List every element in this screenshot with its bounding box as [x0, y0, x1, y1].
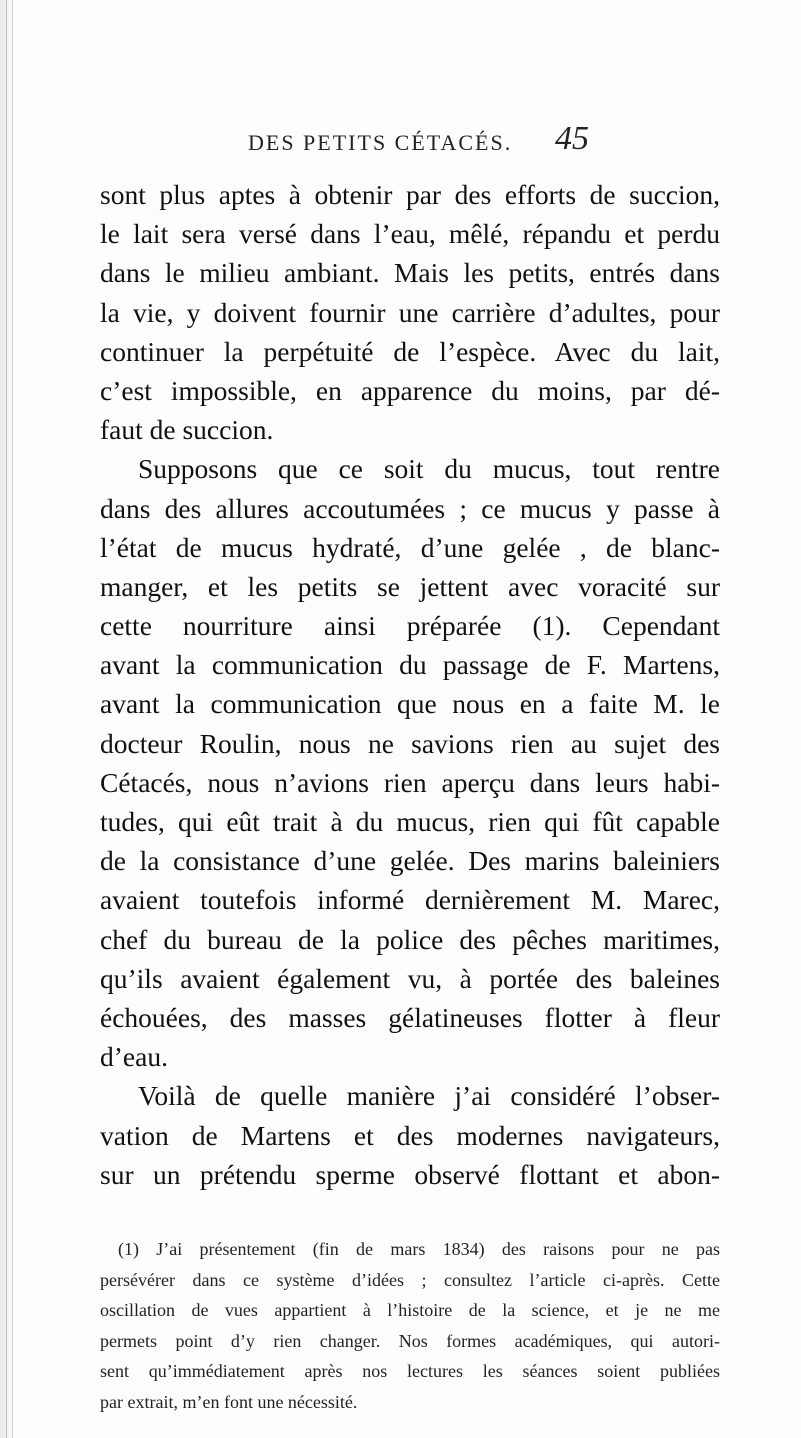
running-title: DES PETITS CÉTACÉS.	[248, 130, 513, 155]
footnote-line: sent qu’immédiatement après nos lectures les séances soient publiées	[100, 1361, 720, 1382]
text-line: manger, et les petits se jettent avec voracité sur	[100, 570, 720, 602]
text-line: Cétacés, nous n’avions rien aperçu dans leurs habi-	[100, 766, 720, 798]
text-line: Voilà de quelle manière j’ai considéré l’obser-	[138, 1080, 720, 1112]
text-line: la vie, y doivent fournir une carrière d’adultes, pour	[100, 296, 720, 328]
text-line: continuer la perpétuité de l’espèce. Avec du lait,	[100, 335, 720, 367]
text-line: qu’ils avaient également vu, à portée des baleines	[100, 962, 720, 994]
text-line: vation de Martens et des modernes navigateurs,	[100, 1119, 720, 1151]
text-line: d’eau.	[100, 1041, 168, 1073]
footnote-line: (1) J’ai présentement (fin de mars 1834) des raisons pour ne pas	[118, 1239, 720, 1259]
binding-line	[6, 0, 7, 1438]
text-line: avant la communication du passage de F. Martens,	[100, 649, 720, 681]
body-text	[100, 175, 720, 1194]
page-number: 45	[555, 120, 589, 157]
footnote-line: permets point d’y rien changer. Nos formes académiques, qui autori-	[100, 1330, 720, 1351]
text-line: Supposons que ce soit du mucus, tout rentre	[138, 453, 720, 485]
text-line: dans le milieu ambiant. Mais les petits, entrés dans	[100, 257, 720, 289]
footnote-line: oscillation de vues appartient à l’histoire de la science, et je ne me	[100, 1300, 720, 1321]
running-head	[0, 118, 801, 158]
footnote	[100, 1234, 720, 1418]
text-line: faut de succion.	[100, 414, 274, 446]
text-line: cette nourriture ainsi préparée (1). Cependant	[100, 610, 720, 642]
text-line: c’est impossible, en apparence du moins, par dé-	[100, 374, 720, 406]
text-line: l’état de mucus hydraté, d’une gelée , de blanc-	[100, 531, 720, 563]
text-line: sont plus aptes à obtenir par des efforts de succion,	[100, 179, 720, 210]
text-line: chef du bureau de la police des pêches maritimes,	[100, 923, 720, 955]
text-line: sur un prétendu sperme observé flottant et abon-	[100, 1158, 720, 1190]
text-line: docteur Roulin, nous ne savions rien au sujet des	[100, 727, 720, 759]
text-line: échouées, des masses gélatineuses flotter à fleur	[100, 1001, 720, 1033]
text-line: tudes, qui eût trait à du mucus, rien qui fût capable	[100, 806, 720, 837]
text-line: le lait sera versé dans l’eau, mêlé, répandu et perdu	[100, 218, 720, 250]
text-line: dans des allures accoutumées ; ce mucus y passe à	[100, 492, 720, 524]
text-line: de la consistance d’une gelée. Des marins baleiniers	[100, 845, 720, 877]
text-line: avaient toutefois informé dernièrement M. Marec,	[100, 884, 720, 916]
text-line: avant la communication que nous en a faite M. le	[100, 688, 720, 720]
page-binding-edge	[0, 0, 13, 1438]
footnote-line: persévérer dans ce système d’idées ; consultez l’article ci-après. Cette	[100, 1269, 720, 1290]
footnote-line: par extrait, m’en font une nécessité.	[100, 1391, 358, 1412]
